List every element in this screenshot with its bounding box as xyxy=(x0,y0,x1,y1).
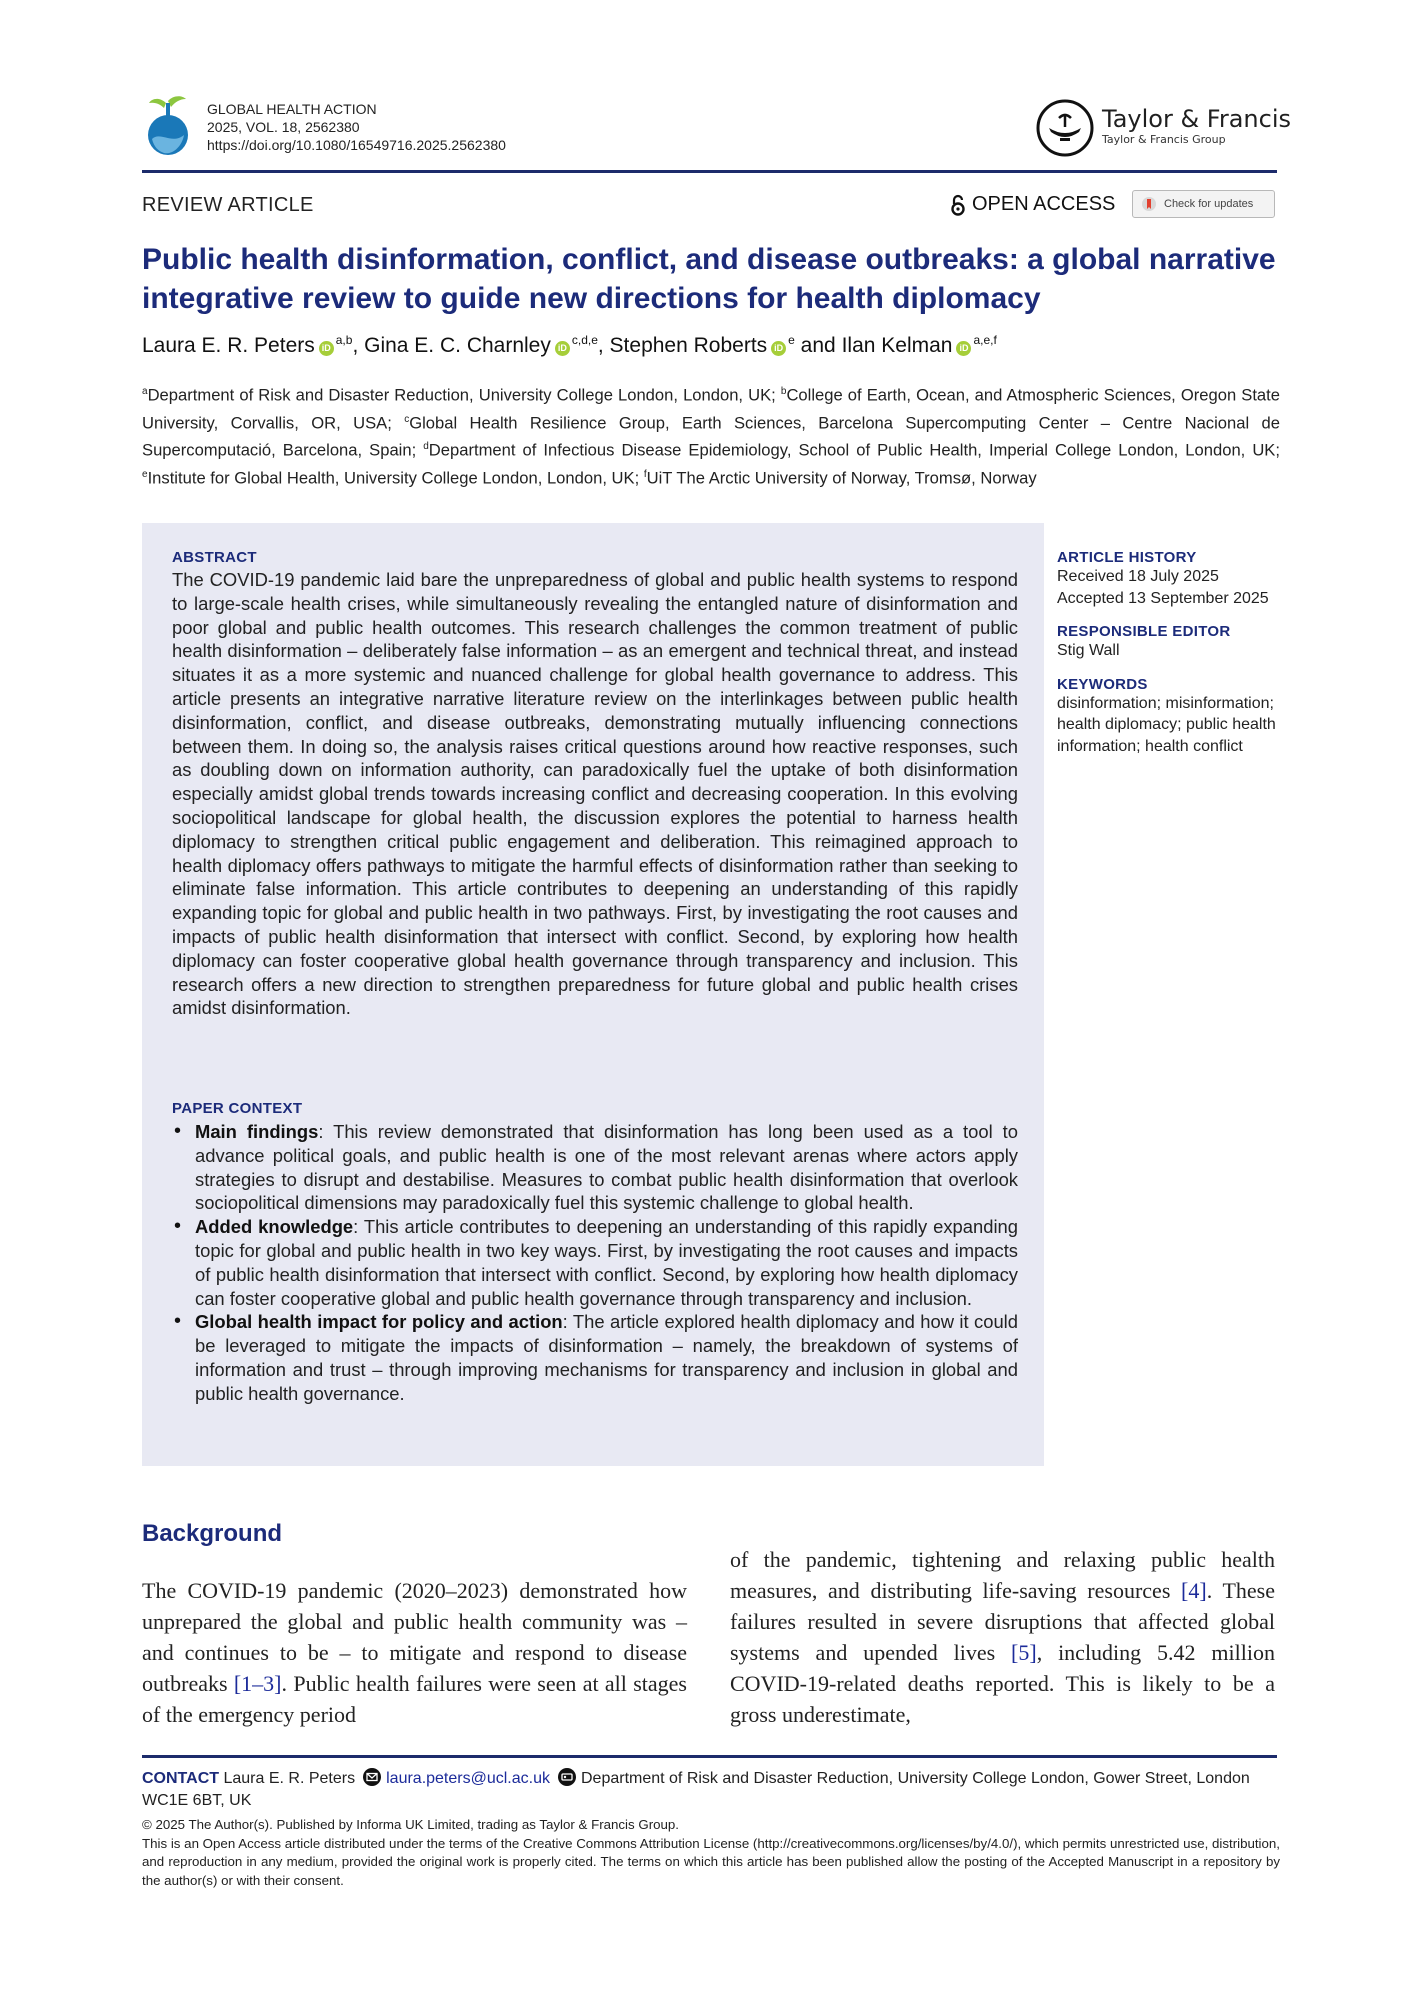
section-heading-background: Background xyxy=(142,1520,283,1547)
context-text: : This article contributes to deepening an understanding of this rapidly expanding topic for global and public health in two key ways. First, by investigating the root causes and impacts of public health disinformation that intersect with conflict. Second, by exploring how health diplomacy can foster cooperative global and public health governance through transparency and inclusion. xyxy=(195,1216,1018,1309)
context-label: Main findings xyxy=(195,1121,319,1142)
body-column-left xyxy=(142,1575,687,1730)
context-label: Added knowledge xyxy=(195,1216,354,1238)
article-history xyxy=(1057,566,1282,609)
received-date: Received 18 July 2025 xyxy=(1057,568,1219,585)
citation-link[interactable]: [4] xyxy=(1181,1578,1207,1603)
responsible-editor-heading: RESPONSIBLE EDITOR xyxy=(1057,623,1231,640)
abstract-text: The COVID-19 pandemic laid bare the unpreparedness of global and public health systems to respond to large-scale health crises, while simultaneously revealing the entangled nature of disinformation and poor global and public health outcomes. This research challenges the common treatment of public health disinformation – deliberately false information – as an emergent and technical threat, and instead situates it as a more systemic and nuanced challenge for global health governance to address. This article presents an integrative narrative literature review on the interlinkages between public health disinformation, conflict, and disease outbreaks, demonstrating mutually influencing connections between them. In doing so, the analysis raises critical questions around how reactive responses, such as doubling down on information authority, can paradoxically fuel the uptake of both disinformation especially amidst global trends towards increasing conflict and decreasing cooperation. In this evolving sociopolitical landscape for global health, the discussion explores the potential to harness health diplomacy to strengthen critical public engagement and deliberation. This reimagined approach to health diplomacy offers pathways to mitigate the harmful effects of disinformation rather than seeking to eliminate false information. This article contributes to deepening an understanding of this rapidly expanding topic for global and public health in two pathways. First, by investigating the root causes and impacts of public health disinformation that intersect with conflict. Second, by exploring how health diplomacy can foster cooperative global health governance through transparency and inclusion. This research offers a new direction to strengthen preparedness for future global and public health crises amidst disinformation. xyxy=(172,569,1018,1019)
affiliation-marker: b xyxy=(780,386,787,397)
copyright-line: © 2025 The Author(s). Published by Informa UK Limited, trading as Taylor & Francis Group. xyxy=(142,1817,680,1832)
context-label: Global health impact for policy and action xyxy=(195,1311,563,1333)
author-separator: and xyxy=(794,334,842,357)
article-history-heading: ARTICLE HISTORY xyxy=(1057,549,1197,566)
author-affiliation-marker: e xyxy=(788,333,795,347)
journal-meta xyxy=(207,100,506,154)
article-type: REVIEW ARTICLE xyxy=(142,194,314,216)
body-text: , including 5.42 million COVID-19-related deaths reported. This is likely to be a gross underestimate, xyxy=(730,1640,1275,1727)
contact-label: CONTACT xyxy=(142,1770,220,1787)
orcid-icon[interactable]: iD xyxy=(771,341,786,356)
publisher-wordmark xyxy=(1102,105,1291,146)
paper-context-heading: PAPER CONTEXT xyxy=(172,1100,303,1117)
doi-link[interactable]: https://doi.org/10.1080/16549716.2025.2562380 xyxy=(207,137,506,153)
journal-name: GLOBAL HEALTH ACTION xyxy=(207,101,377,117)
abstract-heading: ABSTRACT xyxy=(172,549,257,566)
author-name[interactable]: Gina E. C. Charnley xyxy=(364,334,551,357)
affiliation-text: Global Health Resilience Group, Earth Sciences, Barcelona Supercomputing Center – Centre Nacional de Supercomputació, Barcelona, Spain; xyxy=(142,413,1280,460)
citation-link[interactable]: [1–3] xyxy=(233,1671,282,1696)
copyright-block xyxy=(142,1816,1280,1890)
affiliation-text: College of Earth, Ocean, and Atmospheric Sciences, Oregon State University, Corvallis, OR, USA; xyxy=(142,385,1280,433)
accepted-date: Accepted 13 September 2025 xyxy=(1057,589,1269,607)
responsible-editor: Stig Wall xyxy=(1057,642,1120,659)
affiliations xyxy=(142,380,1280,490)
contact-name: Laura E. R. Peters xyxy=(223,1770,356,1787)
context-text: : The article explored health diplomacy and how it could be leveraged to mitigate the impacts of disinformation – namely, the breakdown of systems of information and trust – through improving mechanisms for transparency and inclusion in global and public health governance. xyxy=(195,1311,1018,1404)
affiliation-text: UiT The Arctic University of Norway, Tromsø, Norway xyxy=(646,468,1037,488)
affiliation-marker: c xyxy=(404,413,410,425)
affiliation-marker: f xyxy=(643,468,647,480)
journal-logo-icon xyxy=(142,95,194,157)
body-column-right xyxy=(730,1544,1275,1730)
footer-divider xyxy=(142,1755,1277,1758)
publisher-name: Taylor & Francis xyxy=(1102,105,1291,133)
volume-line: 2025, VOL. 18, 2562380 xyxy=(207,119,360,135)
keywords-heading: KEYWORDS xyxy=(1057,675,1148,693)
body-text: of the pandemic, tightening and relaxing public health measures, and distributing life-saving resources xyxy=(730,1547,1275,1603)
affiliation-marker: d xyxy=(423,441,429,453)
context-item-global-impact xyxy=(172,1310,1018,1405)
orcid-icon[interactable]: iD xyxy=(555,341,570,356)
author-name[interactable]: Laura E. R. Peters xyxy=(142,334,315,357)
author-affiliation-marker: a,b xyxy=(335,333,353,347)
orcid-icon[interactable]: iD xyxy=(956,341,971,356)
context-item-added-knowledge xyxy=(172,1215,1018,1310)
author-list xyxy=(142,333,1282,358)
paper-context-list xyxy=(172,1120,1018,1406)
check-updates-icon xyxy=(1141,196,1157,212)
author-affiliation-marker: c,d,e xyxy=(571,333,598,347)
body-text: . These failures resulted in severe disruptions that affected global systems and upended lives xyxy=(730,1578,1275,1665)
orcid-icon[interactable]: iD xyxy=(319,341,334,356)
affiliation-marker: e xyxy=(142,468,148,480)
body-text: The COVID-19 pandemic (2020–2023) demonstrated how unprepared the global and public health community was – and continues to be – to mitigate and respond to disease outbreaks xyxy=(142,1578,687,1696)
check-updates-label: Check for updates xyxy=(1164,198,1254,210)
article-sidebar xyxy=(1057,549,1282,771)
affiliation-text: Institute for Global Health, University College London, London, UK; xyxy=(147,468,644,488)
check-for-updates-button[interactable] xyxy=(1132,190,1275,218)
keywords: disinformation; misinformation; health diplomacy; public health information; health conflict xyxy=(1057,694,1276,755)
author-separator: , xyxy=(597,334,610,357)
article-title: Public health disinformation, conflict, and disease outbreaks: a global narrative integrative review to guide new directions for health diplomacy xyxy=(142,243,1276,315)
body-text: . Public health failures were seen at all stages of the emergency period xyxy=(142,1671,687,1727)
author-name[interactable]: Stephen Roberts xyxy=(609,334,768,357)
contact-address: Department of Risk and Disaster Reduction, University College London, Gower Street, London WC1E 6BT, UK xyxy=(142,1770,1250,1809)
contact-email-link[interactable]: laura.peters@ucl.ac.uk xyxy=(386,1770,550,1787)
license-text: This is an Open Access article distributed under the terms of the Creative Commons Attribution License (http://creativecommons.org/licenses/by/4.0/), which permits unrestricted use, distribution, and reproduction in any medium, provided the original work is properly cited. The terms on which this article has been published allow the posting of the Accepted Manuscript in a repository by the author(s) or with their consent. xyxy=(142,1835,1280,1888)
author-name[interactable]: Ilan Kelman xyxy=(841,334,953,357)
open-access-badge xyxy=(950,193,1115,216)
taylor-francis-logo-icon xyxy=(1035,98,1095,158)
header-divider xyxy=(142,170,1277,173)
affiliation-marker: a xyxy=(142,386,148,397)
citation-link[interactable]: [5] xyxy=(1011,1640,1037,1665)
address-icon xyxy=(558,1768,576,1786)
contact-block xyxy=(142,1768,1282,1812)
author-affiliation-marker: a,e,f xyxy=(973,333,997,347)
open-lock-icon xyxy=(950,194,966,216)
context-text: : This review demonstrated that disinformation has long been used as a tool to advance political goals, and public health is one of the most relevant arenas where actors apply strategies to disrupt and destabilise. Measures to combat public health disinformation that overlook sociopolitical dimensions may paradoxically fuel this systemic challenge to global health. xyxy=(195,1121,1018,1214)
email-icon xyxy=(363,1768,381,1786)
publisher-group: Taylor & Francis Group xyxy=(1102,133,1226,146)
affiliation-text: Department of Infectious Disease Epidemiology, School of Public Health, Imperial College London, London, UK; xyxy=(428,440,1280,460)
context-item-main-findings xyxy=(172,1120,1018,1215)
open-access-label: OPEN ACCESS xyxy=(972,193,1116,215)
author-separator: , xyxy=(352,334,365,357)
affiliation-text: Department of Risk and Disaster Reduction, University College London, London, UK; xyxy=(147,385,781,405)
